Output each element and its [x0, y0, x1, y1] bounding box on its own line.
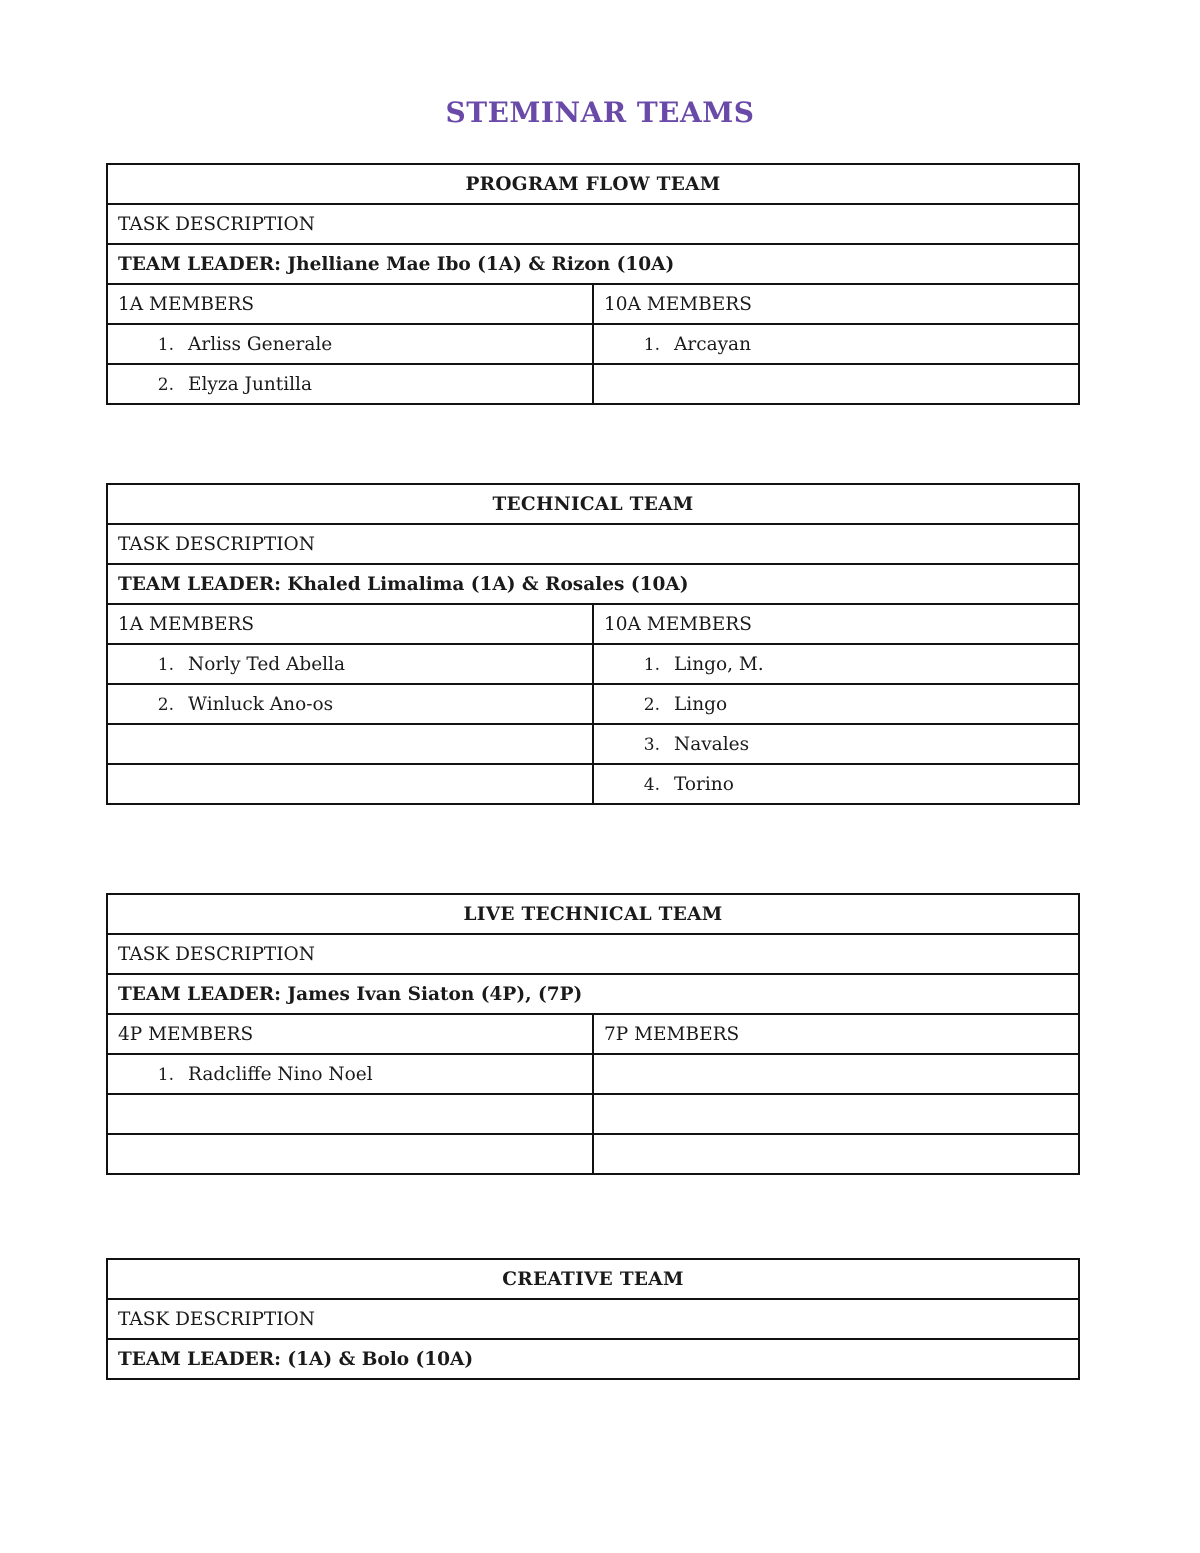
team-name: PROGRAM FLOW TEAM	[107, 164, 1079, 204]
member-cell	[107, 364, 593, 404]
member-cell	[107, 724, 593, 764]
team-leader-label: TEAM LEADER:	[118, 983, 281, 1005]
list-number: 4.	[643, 774, 660, 795]
member-name: Lingo	[674, 693, 728, 715]
team-name: CREATIVE TEAM	[107, 1259, 1079, 1299]
member-name: Winluck Ano-os	[188, 693, 334, 715]
list-number: 1.	[157, 334, 174, 355]
team-leader	[107, 244, 1079, 284]
team-leader-label: TEAM LEADER:	[118, 253, 281, 275]
member-name: Elyza Juntilla	[188, 373, 312, 395]
member-cell	[593, 1134, 1079, 1174]
technical-team-table	[106, 483, 1080, 805]
list-number: 2.	[157, 374, 174, 395]
member-cell	[593, 764, 1079, 804]
team-leader	[107, 564, 1079, 604]
member-cell	[107, 684, 593, 724]
team-name: TECHNICAL TEAM	[107, 484, 1079, 524]
task-description: TASK DESCRIPTION	[107, 934, 1079, 974]
members-header-1: 4P MEMBERS	[107, 1014, 593, 1054]
member-cell	[107, 1134, 593, 1174]
members-header-1: 1A MEMBERS	[107, 284, 593, 324]
table-row	[107, 324, 1079, 364]
page-title: STEMINAR TEAMS	[445, 96, 755, 129]
team-leader-label: TEAM LEADER:	[118, 573, 281, 595]
team-leader-label: TEAM LEADER:	[118, 1348, 281, 1370]
member-name: Arliss Generale	[188, 333, 333, 355]
member-cell	[593, 1054, 1079, 1094]
team-leader-names: James Ivan Siaton (4P), (7P)	[287, 983, 583, 1005]
task-description: TASK DESCRIPTION	[107, 1299, 1079, 1339]
member-cell	[107, 1094, 593, 1134]
creative-team-table	[106, 1258, 1080, 1380]
team-leader-names: Khaled Limalima (1A) & Rosales (10A)	[287, 573, 689, 595]
team-leader-names: Jhelliane Mae Ibo (1A) & Rizon (10A)	[287, 253, 675, 275]
member-cell	[107, 1054, 593, 1094]
table-row	[107, 644, 1079, 684]
table-row	[107, 724, 1079, 764]
task-description: TASK DESCRIPTION	[107, 204, 1079, 244]
members-header-2: 7P MEMBERS	[593, 1014, 1079, 1054]
table-row	[107, 684, 1079, 724]
members-header-1: 1A MEMBERS	[107, 604, 593, 644]
member-cell	[107, 764, 593, 804]
table-row	[107, 1054, 1079, 1094]
team-name: LIVE TECHNICAL TEAM	[107, 894, 1079, 934]
team-leader	[107, 1339, 1079, 1379]
list-number: 1.	[643, 334, 660, 355]
table-row	[107, 1094, 1079, 1134]
live-technical-team-table	[106, 893, 1080, 1175]
list-number: 1.	[157, 654, 174, 675]
team-leader	[107, 974, 1079, 1014]
member-cell	[593, 644, 1079, 684]
member-cell	[593, 724, 1079, 764]
members-header-2: 10A MEMBERS	[593, 284, 1079, 324]
member-cell	[593, 684, 1079, 724]
member-cell	[593, 364, 1079, 404]
member-name: Arcayan	[674, 333, 751, 355]
member-name: Radcliffe Nino Noel	[188, 1063, 373, 1085]
table-row	[107, 764, 1079, 804]
member-name: Navales	[674, 733, 750, 755]
program-flow-team-table	[106, 163, 1080, 405]
member-name: Torino	[674, 773, 734, 795]
table-row	[107, 1134, 1079, 1174]
member-cell	[593, 324, 1079, 364]
list-number: 2.	[643, 694, 660, 715]
table-row	[107, 364, 1079, 404]
members-header-2: 10A MEMBERS	[593, 604, 1079, 644]
list-number: 1.	[643, 654, 660, 675]
list-number: 3.	[643, 734, 660, 755]
task-description: TASK DESCRIPTION	[107, 524, 1079, 564]
member-cell	[593, 1094, 1079, 1134]
list-number: 1.	[157, 1064, 174, 1085]
member-cell	[107, 644, 593, 684]
team-leader-names: (1A) & Bolo (10A)	[287, 1348, 474, 1370]
member-name: Norly Ted Abella	[188, 653, 346, 675]
member-name: Lingo, M.	[674, 653, 764, 675]
member-cell	[107, 324, 593, 364]
list-number: 2.	[157, 694, 174, 715]
